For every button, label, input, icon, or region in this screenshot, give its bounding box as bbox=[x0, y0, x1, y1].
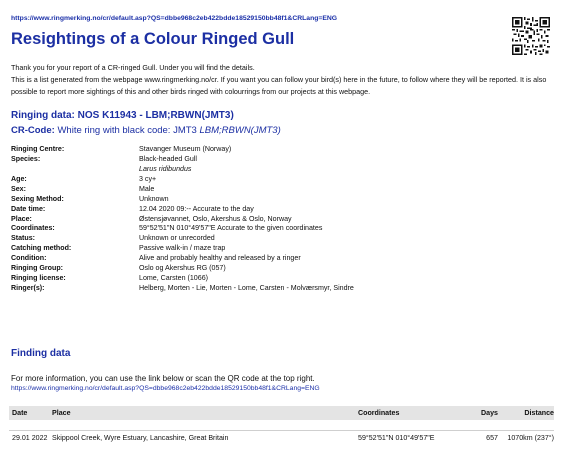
detail-value: Alive and probably healthy and released by a ringer bbox=[139, 254, 301, 263]
detail-row bbox=[11, 273, 431, 283]
cell-coordinates: 59°52'51"N 010°49'57"E bbox=[358, 433, 435, 442]
cell-date: 29.01 2022 bbox=[12, 433, 48, 442]
page-title: Resightings of a Colour Ringed Gull bbox=[11, 30, 295, 48]
header-place: Place bbox=[52, 409, 71, 417]
detail-value: Østensjøvannet, Oslo, Akershus & Oslo, Norway bbox=[139, 214, 292, 223]
detail-row bbox=[11, 243, 431, 253]
detail-value: Helberg, Morten - Lie, Morten - Lome, Carsten - Molværsmyr, Sindre bbox=[139, 284, 354, 293]
detail-label: Species: bbox=[11, 154, 41, 163]
more-info-text: For more information, you can use the link below or scan the QR code at the top right. bbox=[11, 374, 315, 383]
detail-label: Place: bbox=[11, 214, 32, 223]
detail-row bbox=[11, 184, 431, 194]
header-date: Date bbox=[12, 409, 28, 417]
detail-row bbox=[11, 253, 431, 263]
finding-url-link[interactable]: https://www.ringmerking.no/cr/default.asp?QS=dbbe968c2eb422bdde18529150bb48f1&CRLang=ENG bbox=[11, 385, 320, 392]
detail-value: Stavanger Museum (Norway) bbox=[139, 144, 232, 153]
detail-row bbox=[11, 233, 431, 243]
detail-row bbox=[11, 154, 431, 164]
detail-row bbox=[11, 174, 431, 184]
header-days: Days bbox=[481, 409, 498, 417]
qr-code-icon bbox=[512, 17, 550, 55]
header-url[interactable]: https://www.ringmerking.no/cr/default.asp?QS=dbbe968c2eb422bdde18529150bb48f1&CRLang=ENG bbox=[11, 15, 338, 22]
detail-label: Sexing Method: bbox=[11, 194, 64, 203]
detail-label: Catching method: bbox=[11, 244, 72, 253]
detail-value: Unknown or unrecorded bbox=[139, 234, 215, 243]
intro-line-1: Thank you for your report of a CR-ringed Gull. Under you will find the details. bbox=[11, 63, 255, 72]
header-coordinates: Coordinates bbox=[358, 409, 400, 417]
detail-row bbox=[11, 263, 431, 273]
table-row bbox=[9, 430, 554, 444]
cell-place: Skippool Creek, Wyre Estuary, Lancashire, Great Britain bbox=[52, 433, 229, 442]
detail-row bbox=[11, 204, 431, 214]
detail-label: Status: bbox=[11, 234, 36, 243]
cr-code-label: CR-Code: bbox=[11, 125, 55, 136]
detail-label: Sex: bbox=[11, 184, 26, 193]
intro-text bbox=[11, 62, 559, 97]
intro-line-2: This is a list generated from the webpage www.ringmerking.no/cr. If you want you can follow your bird(s) here in the future, to follow where they will be reported. It is also possible to report more sightings of this and other birds ringed with colourrings from our projects at this webpage. bbox=[11, 74, 547, 96]
findings-table bbox=[9, 406, 554, 444]
detail-row bbox=[11, 194, 431, 204]
detail-value: Passive walk-in / maze trap bbox=[139, 244, 226, 253]
ringing-data-heading: Ringing data: NOS K11943 - LBM;RBWN(JMT3) bbox=[11, 110, 234, 121]
finding-data-heading: Finding data bbox=[11, 348, 71, 359]
detail-label: Date time: bbox=[11, 204, 46, 213]
detail-value: 59°52'51"N 010°49'57"E Accurate to the given coordinates bbox=[139, 224, 323, 233]
detail-value: Lome, Carsten (1066) bbox=[139, 274, 209, 283]
cell-days: 657 bbox=[486, 433, 498, 442]
detail-row bbox=[11, 283, 431, 293]
detail-label: Condition: bbox=[11, 254, 47, 263]
detail-value: Larus ridibundus bbox=[139, 164, 192, 173]
detail-row bbox=[11, 214, 431, 224]
table-header-row bbox=[9, 406, 554, 420]
cr-code-text: White ring with black code: JMT3 bbox=[54, 125, 200, 136]
detail-row bbox=[11, 164, 431, 174]
cell-distance: 1070km (237°) bbox=[507, 433, 554, 442]
detail-row bbox=[11, 224, 431, 234]
header-distance: Distance bbox=[524, 409, 554, 417]
detail-label: Ringer(s): bbox=[11, 284, 45, 293]
detail-value: Oslo og Akershus RG (057) bbox=[139, 264, 226, 273]
detail-label: Ringing license: bbox=[11, 274, 66, 283]
detail-value: 12.04 2020 09:-- Accurate to the day bbox=[139, 204, 254, 213]
detail-label: Coordinates: bbox=[11, 224, 55, 233]
detail-value: 3 cy+ bbox=[139, 174, 157, 183]
detail-value: Unknown bbox=[139, 194, 169, 203]
detail-value: Black-headed Gull bbox=[139, 154, 197, 163]
detail-label: Ringing Centre: bbox=[11, 144, 65, 153]
detail-label: Ringing Group: bbox=[11, 264, 64, 273]
cr-code-italic: LBM;RBWN(JMT3) bbox=[199, 125, 281, 136]
detail-row bbox=[11, 144, 431, 154]
ringing-details bbox=[11, 144, 431, 293]
detail-value: Male bbox=[139, 184, 155, 193]
cr-code-line bbox=[11, 125, 281, 136]
detail-label: Age: bbox=[11, 174, 27, 183]
